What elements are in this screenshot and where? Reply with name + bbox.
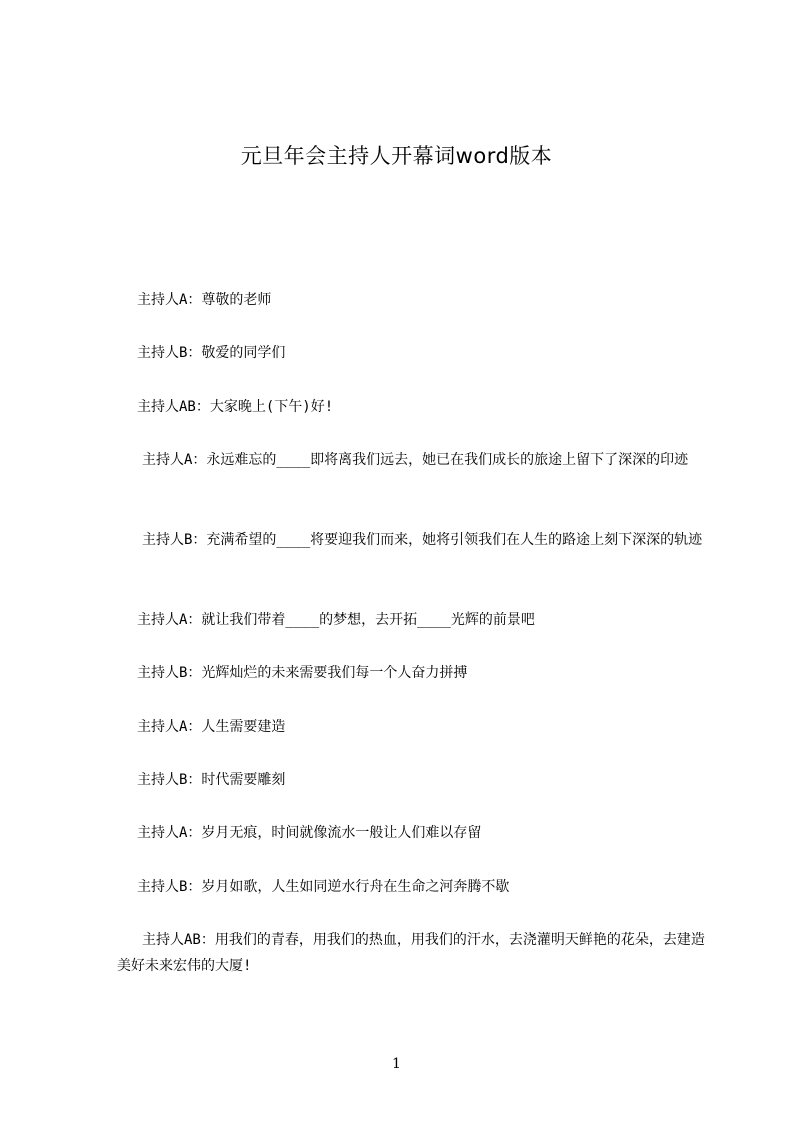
paragraph-3: 主持人AB：大家晚上(下午)好!: [137, 399, 334, 415]
paragraph-2: 主持人B：敬爱的同学们: [137, 345, 286, 361]
paragraph-9: 主持人B：时代需要雕刻: [137, 772, 286, 788]
paragraph-7: 主持人B：光辉灿烂的未来需要我们每一个人奋力拼搏: [137, 665, 468, 681]
document-title: 元旦年会主持人开幕词word版本: [240, 144, 553, 168]
paragraph-11: 主持人B：岁月如歌，人生如同逆水行舟在生命之河奔腾不歇: [137, 879, 510, 895]
paragraph-1: 主持人A：尊敬的老师: [137, 292, 272, 308]
paragraph-12: 主持人AB：用我们的青春，用我们的热血，用我们的汗水，去浇灌明天鲜艳的花朵，去建造美好未来宏伟的大厦!: [117, 932, 705, 974]
page-number: 1: [392, 1056, 401, 1072]
paragraph-5: 主持人B：充满希望的____将要迎我们而来，她将引领我们在人生的路途上刻下深深的轨迹: [142, 532, 703, 548]
paragraph-4: 主持人A：永远难忘的____即将离我们远去，她已在我们成长的旅途上留下了深深的印迹: [142, 452, 689, 468]
paragraph-10: 主持人A：岁月无痕，时间就像流水一般让人们难以存留: [137, 825, 482, 841]
paragraph-8: 主持人A：人生需要建造: [137, 719, 286, 735]
paragraph-6: 主持人A：就让我们带着____的梦想，去开拓____光辉的前景吧: [137, 612, 535, 628]
